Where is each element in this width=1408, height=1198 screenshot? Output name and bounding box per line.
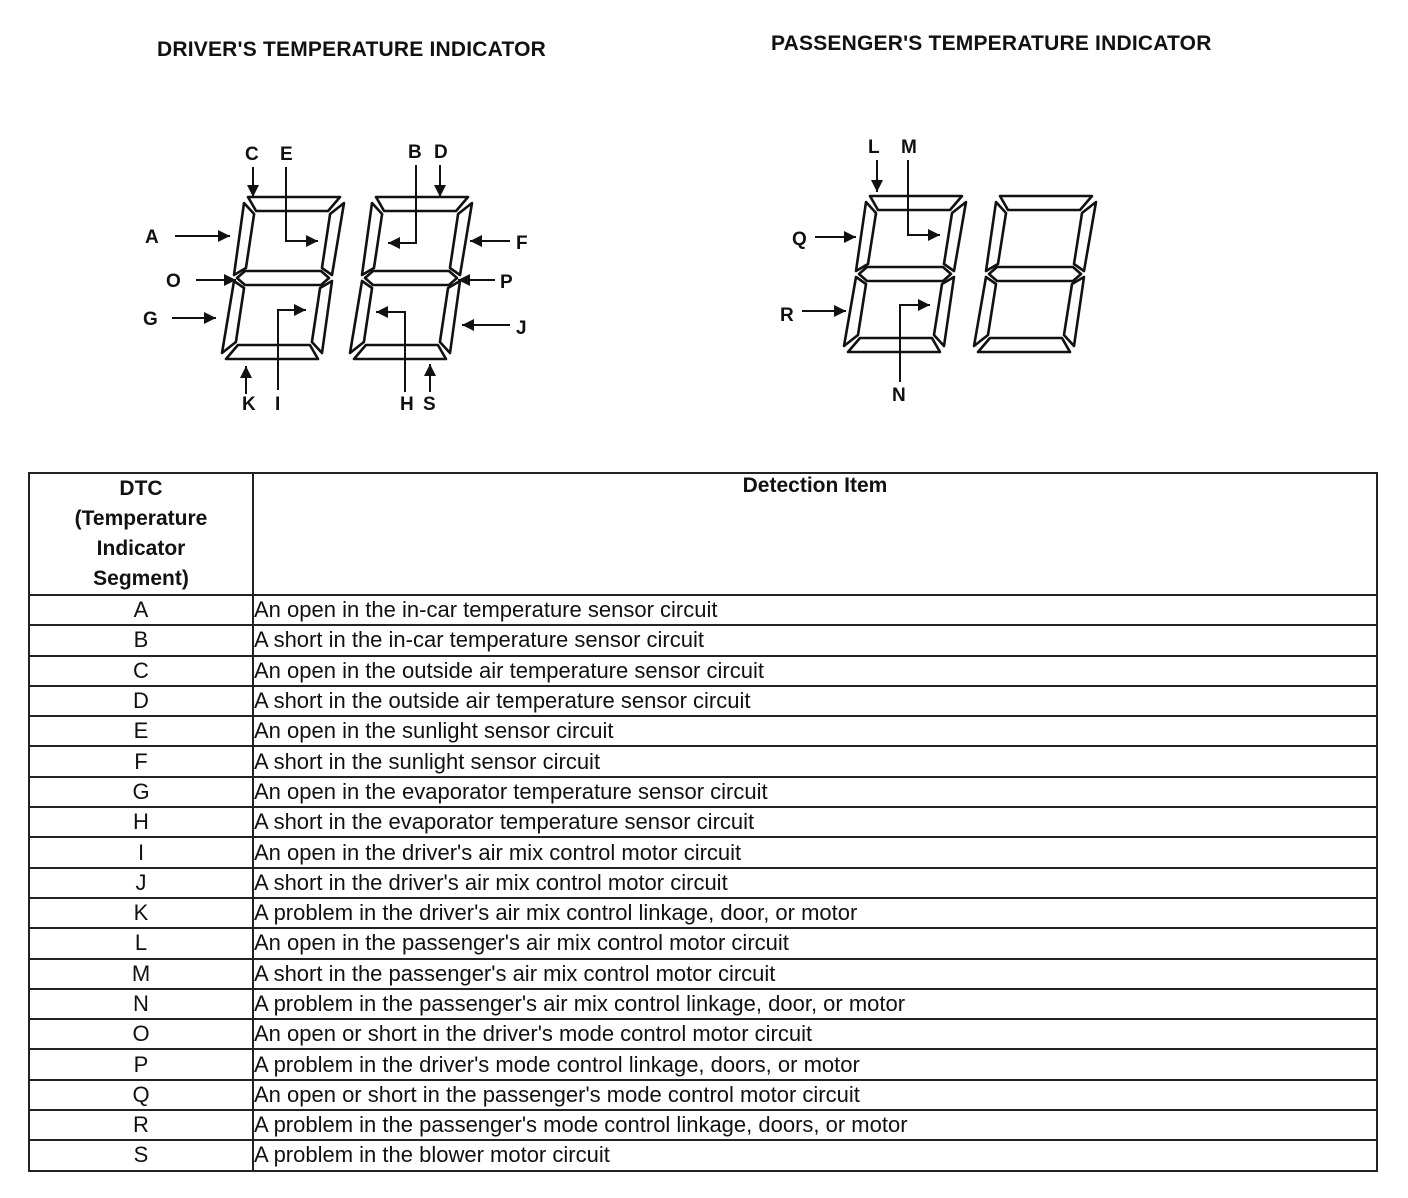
dtc-column-header [29, 473, 253, 595]
driver-digit-1-middle [237, 271, 329, 285]
label-o: O [166, 271, 181, 292]
detection-item: A problem in the blower motor circuit [253, 1140, 1377, 1170]
table-row [29, 1140, 1377, 1170]
detection-item: A short in the in-car temperature sensor circuit [253, 625, 1377, 655]
table-row [29, 1110, 1377, 1140]
dtc-header-line: Segment) [93, 567, 189, 590]
label-k: K [242, 394, 256, 415]
dtc-code: P [29, 1049, 253, 1079]
label-g: G [143, 309, 158, 330]
table-row [29, 1080, 1377, 1110]
seven-segment-digits [222, 196, 1096, 359]
dtc-code: R [29, 1110, 253, 1140]
detection-item: An open in the evaporator temperature sensor circuit [253, 777, 1377, 807]
arrow-r-arrowhead [834, 305, 846, 317]
detection-item: A short in the sunlight sensor circuit [253, 746, 1377, 776]
passenger-digit-2-top [1000, 196, 1092, 210]
dtc-code: N [29, 989, 253, 1019]
table-row [29, 868, 1377, 898]
detection-item: An open in the in-car temperature sensor circuit [253, 595, 1377, 625]
passenger-digit-1-upper-left [856, 202, 876, 271]
detection-item: An open or short in the driver's mode control motor circuit [253, 1019, 1377, 1049]
table-row [29, 656, 1377, 686]
detection-item: A problem in the driver's air mix control linkage, door, or motor [253, 898, 1377, 928]
table-row [29, 686, 1377, 716]
dtc-code: B [29, 625, 253, 655]
driver-digit-2-upper-left [362, 203, 382, 275]
label-l: L [868, 137, 880, 158]
label-j: J [516, 318, 527, 339]
detection-item: A problem in the passenger's air mix control linkage, door, or motor [253, 989, 1377, 1019]
table-row [29, 746, 1377, 776]
passenger-digit-1-middle [859, 267, 951, 281]
driver-digit-1-upper-left [234, 203, 254, 275]
dtc-code: S [29, 1140, 253, 1170]
driver-digit-2-top [376, 197, 468, 211]
dtc-code: Q [29, 1080, 253, 1110]
table-row [29, 837, 1377, 867]
temperature-indicator-diagram [0, 0, 1408, 470]
driver-indicator-heading: DRIVER'S TEMPERATURE INDICATOR [157, 38, 547, 61]
passenger-digit-1-upper-right [944, 202, 966, 271]
arrow-i-arrowhead [294, 304, 306, 316]
arrow-d-arrowhead [434, 185, 446, 197]
driver-digit-1-top [248, 197, 340, 211]
dtc-code: C [29, 656, 253, 686]
arrow-e-arrowhead [306, 235, 318, 247]
arrow-b-arrowhead [388, 237, 400, 249]
detection-item: An open in the driver's air mix control motor circuit [253, 837, 1377, 867]
dtc-header-line: Indicator [96, 537, 186, 560]
dtc-code: K [29, 898, 253, 928]
detection-item: A short in the evaporator temperature sensor circuit [253, 807, 1377, 837]
label-i: I [275, 394, 281, 415]
dtc-code: L [29, 928, 253, 958]
detection-item: A short in the driver's air mix control motor circuit [253, 868, 1377, 898]
passenger-digit-2-bottom [978, 338, 1070, 352]
label-f: F [516, 233, 528, 254]
dtc-code: A [29, 595, 253, 625]
label-s: S [423, 394, 436, 415]
label-q: Q [792, 229, 807, 250]
detection-item-column-header: Detection Item [253, 473, 1377, 595]
label-e: E [280, 144, 293, 165]
table-row [29, 1049, 1377, 1079]
arrow-m-arrowhead [928, 229, 940, 241]
driver-digit-2-lower-left [350, 281, 372, 353]
arrow-a-arrowhead [218, 230, 230, 242]
table-row [29, 959, 1377, 989]
arrow-k-arrowhead [240, 366, 252, 378]
dtc-code: H [29, 807, 253, 837]
dtc-code: E [29, 716, 253, 746]
table-row [29, 989, 1377, 1019]
arrow-s-arrowhead [424, 364, 436, 376]
passenger-digit-2-upper-right [1074, 202, 1096, 271]
arrow-l-arrowhead [871, 180, 883, 192]
dtc-code: G [29, 777, 253, 807]
driver-digit-2-lower-right [440, 281, 460, 353]
arrow-h-arrowhead [376, 306, 388, 318]
label-h: H [400, 394, 414, 415]
dtc-table [28, 472, 1378, 1172]
detection-item: A short in the outside air temperature sensor circuit [253, 686, 1377, 716]
driver-digit-2-middle [365, 271, 457, 285]
detection-item: An open in the outside air temperature sensor circuit [253, 656, 1377, 686]
passenger-digit-2-lower-right [1064, 277, 1084, 346]
driver-digit-1-lower-left [222, 281, 244, 353]
detection-item: A problem in the driver's mode control linkage, doors, or motor [253, 1049, 1377, 1079]
driver-digit-1-lower-right [312, 281, 332, 353]
driver-digit-2-upper-right [450, 203, 472, 275]
arrow-f-arrowhead [470, 235, 482, 247]
dtc-code: I [29, 837, 253, 867]
dtc-header-line: (Temperature [74, 507, 208, 530]
table-row [29, 777, 1377, 807]
label-p: P [500, 272, 513, 293]
passenger-digit-2-upper-left [986, 202, 1006, 271]
passenger-digit-1-lower-right [934, 277, 954, 346]
table-row [29, 595, 1377, 625]
detection-item: A problem in the passenger's mode control linkage, doors, or motor [253, 1110, 1377, 1140]
table-row [29, 625, 1377, 655]
label-d: D [434, 142, 448, 163]
table-row [29, 898, 1377, 928]
driver-digit-1-bottom [226, 345, 318, 359]
label-n: N [892, 385, 906, 406]
arrow-g-arrowhead [204, 312, 216, 324]
passenger-digit-1-lower-left [844, 277, 866, 346]
label-c: C [245, 144, 259, 165]
table-row [29, 928, 1377, 958]
label-b: B [408, 142, 422, 163]
table-row [29, 807, 1377, 837]
dtc-header-line: DTC [119, 477, 163, 500]
label-a: A [145, 227, 159, 248]
passenger-indicator-heading: PASSENGER'S TEMPERATURE INDICATOR [771, 32, 1212, 55]
passenger-digit-2-lower-left [974, 277, 996, 346]
detection-item: An open in the passenger's air mix control motor circuit [253, 928, 1377, 958]
dtc-code: D [29, 686, 253, 716]
detection-item: A short in the passenger's air mix control motor circuit [253, 959, 1377, 989]
dtc-code: O [29, 1019, 253, 1049]
driver-digit-1-upper-right [322, 203, 344, 275]
arrow-q-arrowhead [844, 231, 856, 243]
label-m: M [901, 137, 917, 158]
dtc-code: J [29, 868, 253, 898]
passenger-digit-1-top [870, 196, 962, 210]
dtc-code: F [29, 746, 253, 776]
dtc-table-header [29, 473, 1377, 595]
arrow-n-arrowhead [918, 299, 930, 311]
arrow-c-arrowhead [247, 185, 259, 197]
label-r: R [780, 305, 794, 326]
table-row [29, 716, 1377, 746]
table-row [29, 1019, 1377, 1049]
passenger-digit-2-middle [989, 267, 1081, 281]
dtc-code: M [29, 959, 253, 989]
arrow-j-arrowhead [462, 319, 474, 331]
passenger-digit-1-bottom [848, 338, 940, 352]
driver-digit-2-bottom [354, 345, 446, 359]
detection-item: An open in the sunlight sensor circuit [253, 716, 1377, 746]
detection-item: An open or short in the passenger's mode control motor circuit [253, 1080, 1377, 1110]
